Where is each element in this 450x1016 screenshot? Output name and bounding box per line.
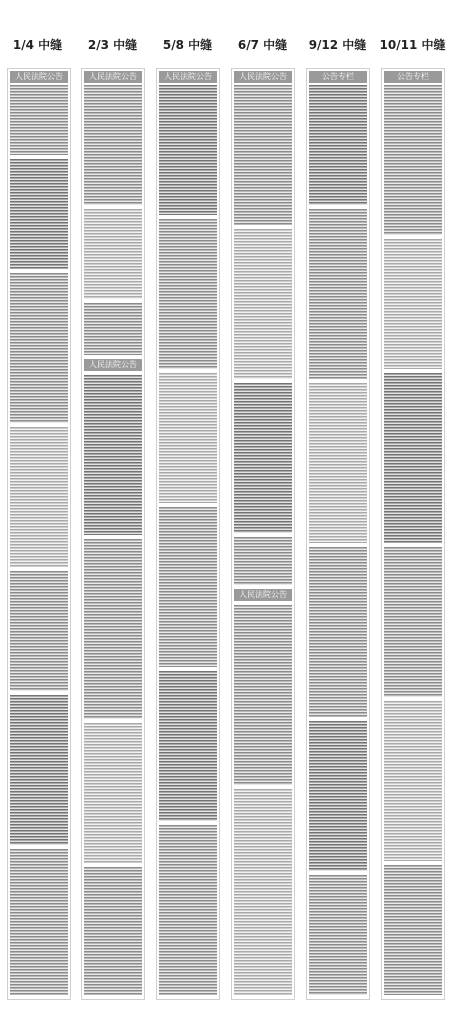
gutter-column-3 — [156, 68, 220, 1000]
text-block — [159, 507, 217, 667]
column-header: 人民法院公告 — [159, 71, 217, 83]
text-block — [84, 85, 142, 205]
text-block — [84, 375, 142, 535]
text-block — [384, 239, 442, 369]
text-block — [234, 537, 292, 585]
text-block — [309, 721, 367, 871]
text-block — [84, 867, 142, 995]
text-block — [234, 229, 292, 379]
text-block — [84, 723, 142, 863]
text-block — [10, 427, 68, 567]
text-block — [10, 695, 68, 845]
spread-label-3: 5/8 中缝 — [162, 38, 213, 52]
text-block — [384, 701, 442, 861]
column-header: 人民法院公告 — [10, 71, 68, 83]
text-block — [10, 159, 68, 269]
column-header: 公告专栏 — [384, 71, 442, 83]
spread-labels — [0, 36, 450, 60]
text-block — [384, 865, 442, 995]
text-block — [309, 547, 367, 717]
text-block — [234, 383, 292, 533]
text-block — [159, 85, 217, 215]
text-block — [10, 85, 68, 155]
text-block — [84, 303, 142, 355]
text-block — [234, 605, 292, 785]
text-block — [159, 373, 217, 503]
spread-label-1: 1/4 中缝 — [12, 38, 63, 52]
text-block — [309, 875, 367, 995]
gutter-column-5 — [306, 68, 370, 1000]
gutter-column-4 — [231, 68, 295, 1000]
spread-label-5: 9/12 中缝 — [308, 38, 367, 52]
text-block — [309, 85, 367, 205]
text-block — [84, 209, 142, 299]
text-block — [10, 849, 68, 995]
text-block — [384, 373, 442, 543]
text-block — [384, 85, 442, 235]
text-block — [10, 273, 68, 423]
text-block — [159, 825, 217, 995]
text-block — [84, 539, 142, 719]
text-block — [159, 219, 217, 369]
gutter-column-1 — [7, 68, 71, 1000]
text-block — [234, 85, 292, 225]
text-block — [309, 209, 367, 379]
column-header: 人民法院公告 — [84, 71, 142, 83]
gutter-column-6 — [381, 68, 445, 1000]
column-header: 人民法院公告 — [84, 359, 142, 371]
spread-label-2: 2/3 中缝 — [87, 38, 138, 52]
text-block — [159, 671, 217, 821]
spread-label-6: 10/11 中缝 — [379, 38, 446, 52]
gutter-column-2 — [81, 68, 145, 1000]
column-header: 人民法院公告 — [234, 71, 292, 83]
text-block — [10, 571, 68, 691]
column-header: 公告专栏 — [309, 71, 367, 83]
spread-label-4: 6/7 中缝 — [237, 38, 288, 52]
text-block — [234, 789, 292, 995]
text-block — [309, 383, 367, 543]
text-block — [384, 547, 442, 697]
column-header: 人民法院公告 — [234, 589, 292, 601]
